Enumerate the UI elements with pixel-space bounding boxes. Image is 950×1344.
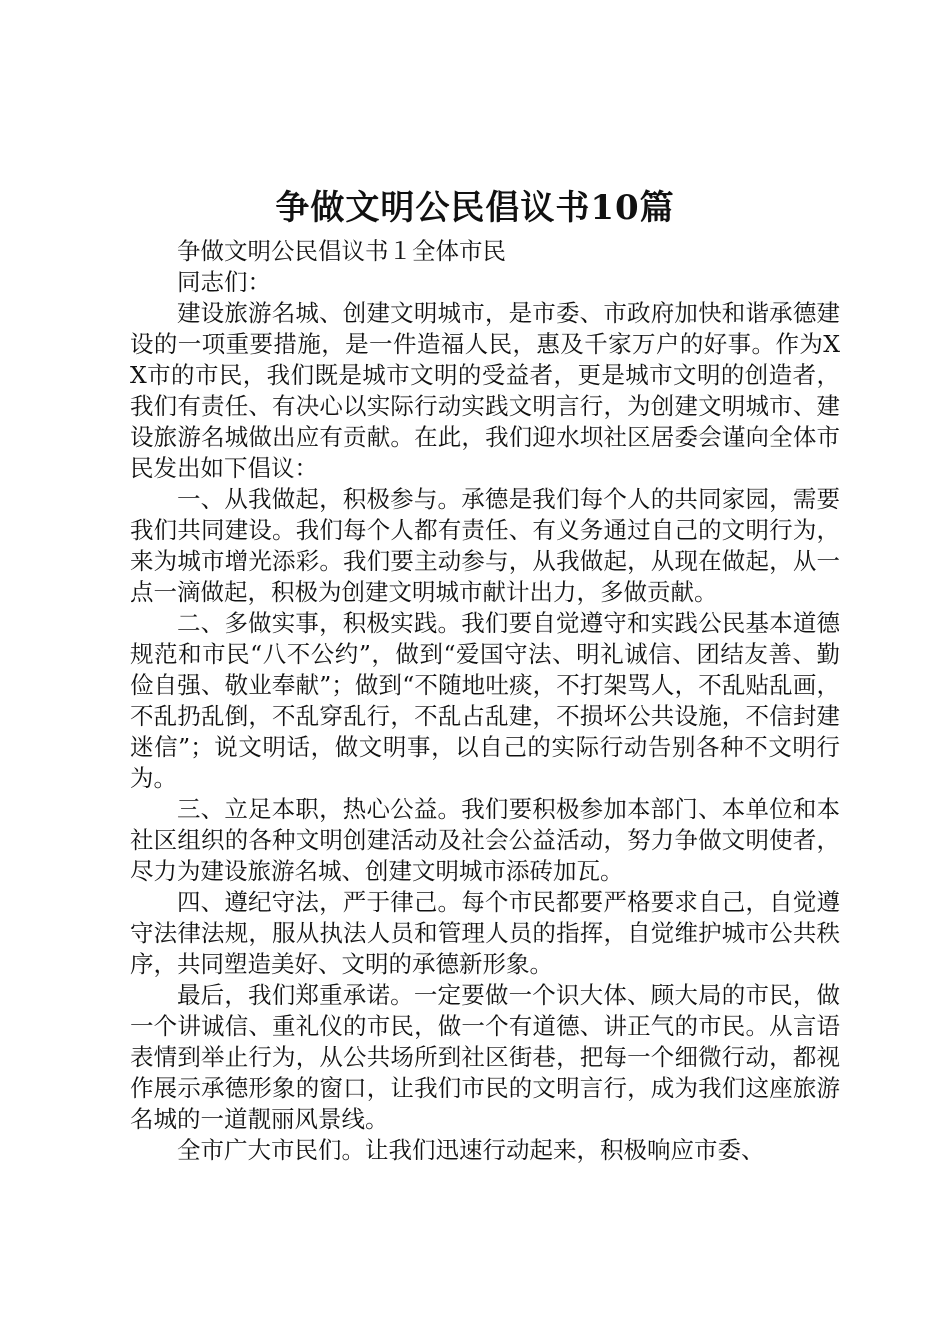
paragraph-point-4: 四、遵纪守法，严于律己。每个市民都要严格要求自己，自觉遵守法律法规，服从执法人员和管理人员的指挥，自觉维护城市公共秩序，共同塑造美好、文明的承德新形象。 [130, 888, 840, 978]
paragraph-point-3: 三、立足本职，热心公益。我们要积极参加本部门、本单位和本社区组织的各种文明创建活动及社会公益活动，努力争做文明使者，尽力为建设旅游名城、创建文明城市添砖加瓦。 [130, 795, 840, 885]
document-body [130, 236, 840, 1166]
paragraph-closing: 全市广大市民们。让我们迅速行动起来，积极响应市委、 [177, 1136, 765, 1164]
paragraph-commitment: 最后，我们郑重承诺。一定要做一个识大体、顾大局的市民，做一个讲诚信、重礼仪的市民，做一个有道德、讲正气的市民。从言语表情到举止行为，从公共场所到社区街巷，把每一个细微行动，都视作展示承德形象的窗口，让我们市民的文明言行，成为我们这座旅游名城的一道靓丽风景线。 [130, 981, 840, 1133]
paragraph-point-1: 一、从我做起，积极参与。承德是我们每个人的共同家园，需要我们共同建设。我们每个人都有责任、有义务通过自己的文明行为，来为城市增光添彩。我们要主动参与，从我做起，从现在做起，从一点一滴做起，积极为创建文明城市献计出力，多做贡献。 [130, 485, 840, 606]
document-title: 争做文明公民倡议书10篇 [275, 188, 675, 228]
paragraph-intro: 建设旅游名城、创建文明城市，是市委、市政府加快和谐承德建设的一项重要措施，是一件造福人民，惠及千家万户的好事。作为XX市的市民，我们既是城市文明的受益者，更是城市文明的创造者，我们有责任、有决心以实际行动实践文明言行，为创建文明城市、建设旅游名城做出应有贡献。在此，我们迎水坝社区居委会谨向全体市民发出如下倡议： [130, 299, 840, 482]
paragraph-point-2: 二、多做实事，积极实践。我们要自觉遵守和实践公民基本道德规范和市民“八不公约”，做到“爱国守法、明礼诚信、团结友善、勤俭自强、敬业奉献”；做到“不随地吐痰，不打架骂人，不乱贴乱画，不乱扔乱倒，不乱穿乱行，不乱占乱建，不损坏公共设施，不信封建迷信”；说文明话，做文明事，以自己的实际行动告别各种不文明行为。 [130, 609, 840, 792]
paragraph-salutation: 同志们： [177, 268, 271, 296]
paragraph-heading-line: 争做文明公民倡议书１全体市民 [177, 237, 506, 265]
